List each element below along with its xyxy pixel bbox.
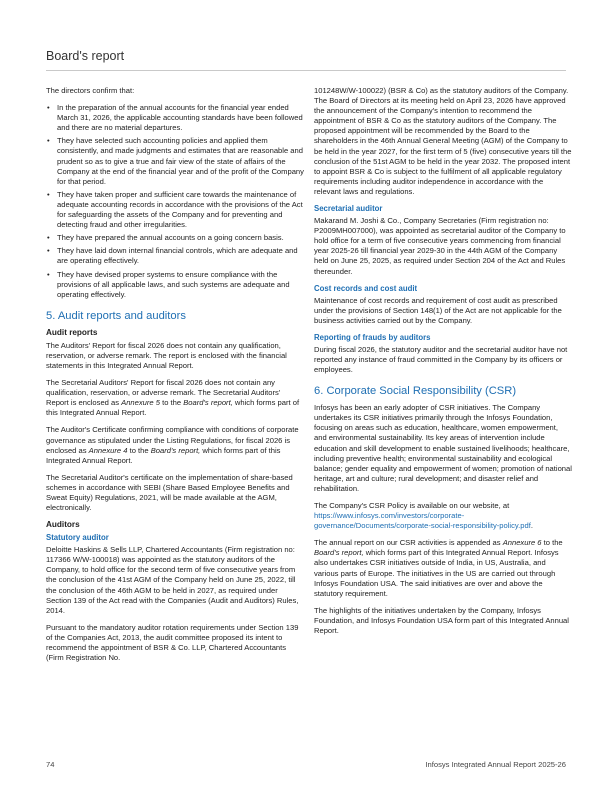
cost-records-heading: Cost records and cost audit (314, 283, 418, 293)
csr-highlights-paragraph: The highlights of the initiatives undertaken by the Company, Infosys Foundation, and Infosys Foundation USA form part of this Integrated Annual Report. (314, 605, 569, 636)
header-divider (46, 70, 566, 71)
left-column (46, 86, 304, 670)
boards-report-reference: Board's report, (314, 548, 364, 558)
list-item: • They have prepared the annual accounts on a going concern basis. (46, 233, 304, 243)
list-item: • They have devised proper systems to ensure compliance with the provisions of all applicable laws, and such systems are adequate and operating effectively. (46, 270, 304, 300)
page-header-title: Board's report (46, 49, 125, 63)
cost-records-paragraph: Maintenance of cost records and requirement of cost audit as prescribed under the provisions of Section 148(1) of the Act are not applicable for the business activities carried out by the Company. (314, 295, 562, 325)
csr-policy-paragraph: The Company's CSR Policy is available on our website, at https://www.infosys.com/investors/corporate-governance/Documents/corporate-social-responsibility-policy.pdf. (314, 501, 533, 531)
csr-annual-report-paragraph: The annual report on our CSR activities is appended as Annexure 6 to the Board's report, which forms part of this Integrated Annual Report. Infosys also undertakes CSR initiatives outside of India, in US, Australia, and various parts of Europe. The initiatives in the US are carried out through Infosys Foundation USA. The said initiatives are over and above the statutory requirement. (314, 538, 563, 598)
csr-policy-link[interactable]: https://www.infosys.com/investors/corporate-governance/Documents/corporate-social-responsibility-policy.pdf (314, 511, 531, 531)
directors-intro: The directors confirm that: (46, 86, 135, 95)
list-item: • They have taken proper and sufficient care towards the maintenance of adequate accounting records in accordance with the provisions of the Act for safeguarding the assets of the Company and for preventing and detecting fraud and other irregularities. (46, 190, 304, 230)
list-item: • They have selected such accounting policies and applied them consistently, and made judgments and estimates that are reasonable and prudent so as to give a true and fair view of the state of affairs of the Company at the end of the financial year and of the profit of the Company for that period. (46, 136, 304, 186)
list-item: • In the preparation of the annual accounts for the financial year ended March 31, 2026, the applicable accounting standards have been followed and there are no material departures. (46, 103, 304, 133)
right-column (314, 86, 572, 643)
annexure-reference: Annexure 5 (121, 398, 160, 408)
annexure-reference: Annexure 4 (88, 445, 128, 455)
secretarial-auditor-heading: Secretarial auditor (314, 204, 383, 214)
list-item: • They have laid down internal financial controls, which are adequate and are operating effectively. (46, 246, 304, 266)
boards-report-reference: Board's report, (150, 445, 201, 455)
secretarial-report-paragraph: The Secretarial Auditors' Report for fiscal 2026 does not contain any qualification, reservation, or adverse remark. The Secretarial Auditors' Report is enclosed as Annexure 5 to the Board's report, which forms part of this Integrated Annual Report. (46, 378, 300, 418)
secretarial-auditor-paragraph: Makarand M. Joshi & Co., Company Secretaries (Firm registration no: P2009MH007000), was appointed as secretarial auditor of the Company to hold office for a term of five consecutive years commencing from financial year 2025-26 till financial year 2029-30 in the 44th AGM of the Company held on June 25, 2025, as required under Section 204 of the Act and Rules thereunder. (314, 216, 566, 276)
auditors-heading: Auditors (46, 520, 80, 530)
report-name: Infosys Integrated Annual Report 2025-26 (425, 760, 566, 769)
auditors-certificate-paragraph: The Auditor's Certificate confirming compliance with conditions of corporate governance as stipulated under the Listing Regulations, for fiscal 2026 is enclosed as Annexure 4 to the Board's report, which forms part of this Integrated Annual Report. (46, 425, 299, 465)
statutory-auditor-heading: Statutory auditor (46, 533, 109, 543)
annexure-reference: Annexure 6 (502, 538, 542, 548)
auditor-rotation-paragraph: Pursuant to the mandatory auditor rotation requirements under Section 139 of the Companies Act, 2013, the audit committee proposed its intent to recommend the appointment of BSR & Co. LLP, Chartered Accountants (Firm Registration No. (46, 622, 299, 663)
fraud-reporting-heading: Reporting of frauds by auditors (314, 332, 431, 342)
audit-reports-heading: Audit reports (46, 327, 98, 337)
section-6-title: 6. Corporate Social Responsibility (CSR) (314, 385, 517, 398)
audit-report-paragraph: The Auditors' Report for fiscal 2026 does not contain any qualification, reservation, or adverse remark. The report is enclosed with the financial statements in this Integrated Annual Report. (46, 340, 287, 370)
page-number: 74 (46, 760, 55, 769)
csr-overview-paragraph: Infosys has been an early adopter of CSR initiatives. The Company undertakes its CSR initiatives primarily through the Infosys Foundation, focusing on areas such as education, healthcare, women empowerment, and environmental sustainability. Its key areas of intervention include education and skill development to enable sustained livelihoods; healthcare, including preventive health; environmental sustainability and ecological balance; gender equality and empowerment of women; promotion of national heritage, art and culture; rural development; and disaster relief and rehabilitation. (314, 403, 572, 493)
share-based-schemes-paragraph: The Secretarial Auditor's certificate on the implementation of share-based schemes in accordance with SEBI (Share Based Employee Benefits and Sweat Equity) Regulations, 2021, will be made available at the AGM, electronically. (46, 472, 293, 513)
fraud-reporting-paragraph: During fiscal 2026, the statutory auditor and the secretarial auditor have not reported any instance of fraud committed in the Company by its officers or employees. (314, 344, 568, 375)
directors-confirmation-list (46, 103, 304, 300)
section-5-title: 5. Audit reports and auditors (46, 309, 186, 322)
statutory-auditor-paragraph: Deloitte Haskins & Sells LLP, Chartered Accountants (Firm registration no: 117366 W/W-100018) was appointed as the statutory auditors of the Company, to hold office for the second term of five consecutive years from the conclusion of the 41st AGM of the Company held on June 25, 2022, till the conclusion of the 46th AGM to be held in 2027, as required under Section 139 of the Act read with the Companies (Audit and Auditors) Rules, 2014. (46, 545, 299, 615)
boards-report-reference: Board's report, (183, 398, 233, 408)
auditor-rotation-continued: 101248W/W-100022) (BSR & Co) as the statutory auditors of the Company. The Board of Directors at its meeting held on April 23, 2026 have approved the announcement of the Company's intention to recommend the appointment of BSR & Co as the statutory auditors of the Company. The proposed appointment will be recommended by the Board to the shareholders in the 46th Annual General Meeting (AGM) of the Company to be held in the year 2027, for the first term of 5 (five) consecutive years till the conclusion of the 51st AGM to be held in the year 2032. The proposed intent to appoint BSR & Co is subject to the fulfilment of all applicable regulatory requirements including auditor independence in accordance with the relevant laws and regulations. (314, 86, 572, 196)
